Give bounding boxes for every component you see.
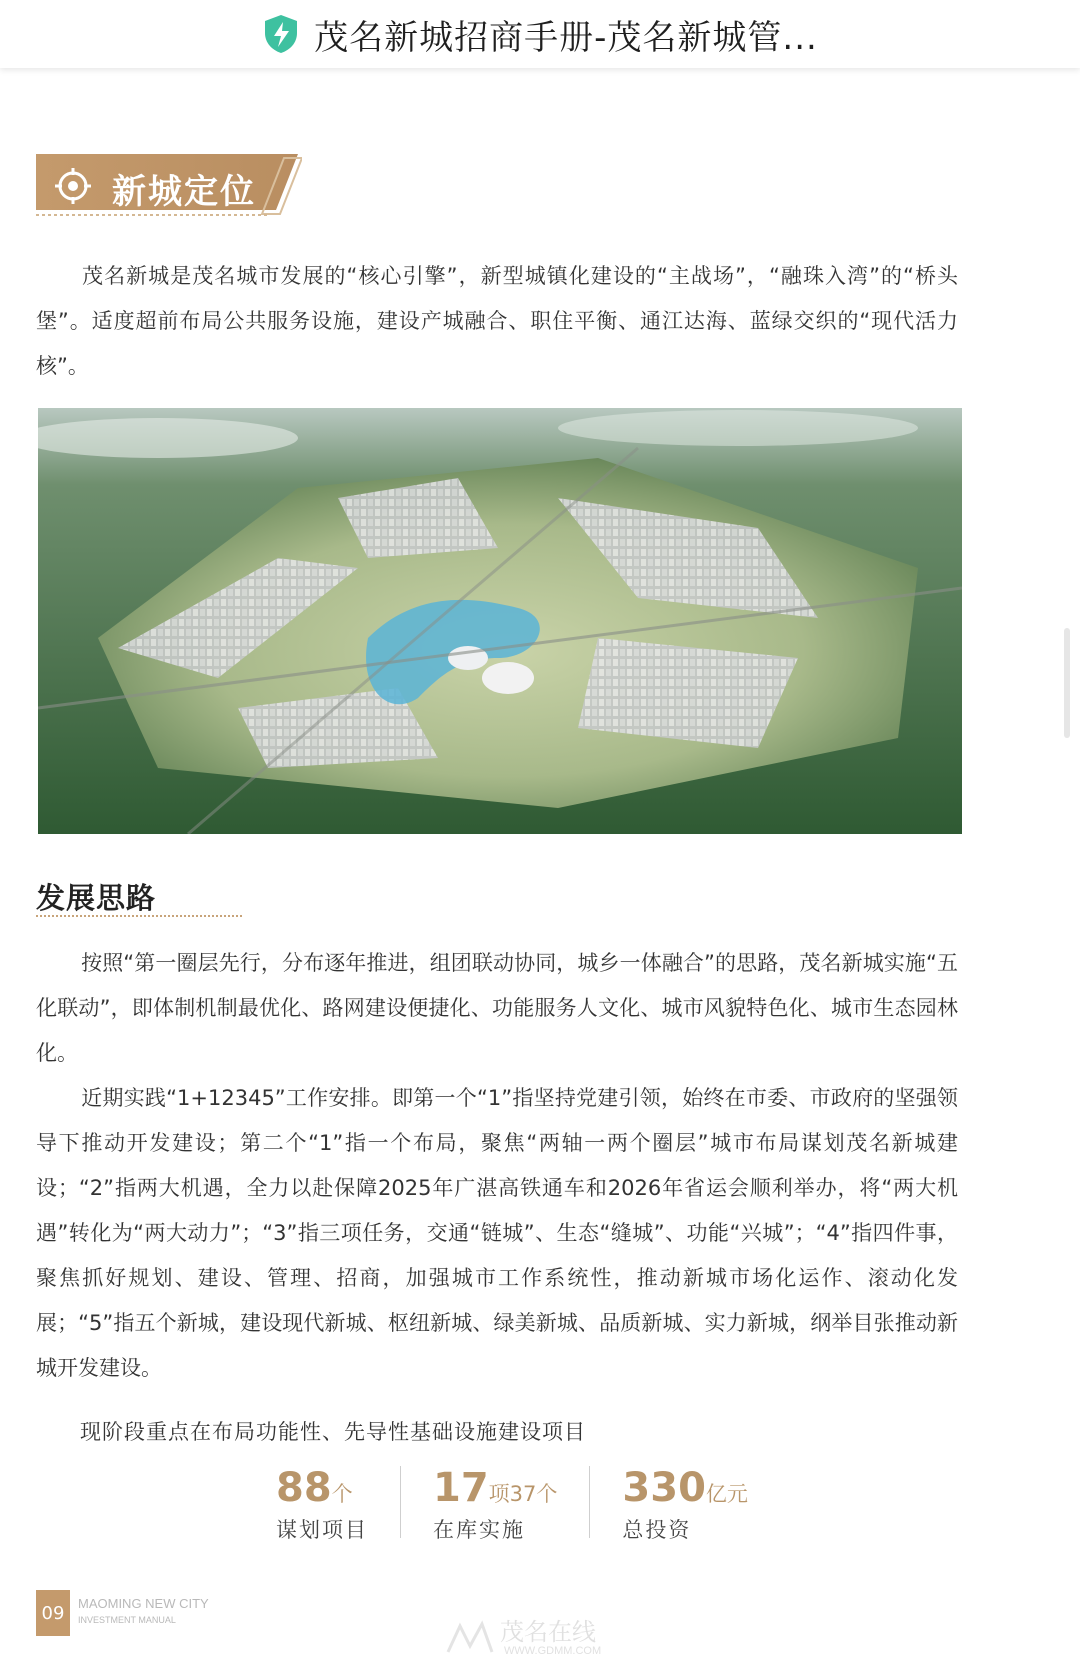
shield-lightning-icon bbox=[262, 13, 300, 55]
development-paragraph-1 bbox=[36, 941, 958, 1076]
aerial-city-rendering bbox=[38, 408, 962, 834]
site-watermark bbox=[440, 1616, 650, 1658]
section-banner-positioning bbox=[36, 154, 302, 216]
top-title-bar bbox=[0, 0, 1080, 68]
stat-caption: 在库实施 bbox=[433, 1518, 525, 1542]
stat-unit: 项37个 bbox=[488, 1482, 558, 1506]
stat-caption: 总投资 bbox=[622, 1518, 692, 1542]
target-icon bbox=[54, 167, 92, 205]
watermark-text: 茂名在线 bbox=[500, 1618, 596, 1646]
focus-statement: 现阶段重点在布局功能性、先导性基础设施建设项目 bbox=[80, 1420, 586, 1444]
section-heading-development: 发展思路 bbox=[36, 881, 157, 915]
positioning-text: 茂名新城是茂名城市发展的“核心引擎”，新型城镇化建设的“主战场”，“融珠入湾”的“桥头堡”。适度超前布局公共服务设施，建设产城融合、职住平衡、通江达海、蓝绿交织的“现代活力核”。 bbox=[36, 264, 958, 378]
footer-line-2: INVESTMENT MANUAL bbox=[78, 1615, 176, 1625]
watermark-url: WWW.GDMM.COM bbox=[504, 1645, 602, 1657]
footer-manual-title bbox=[78, 1596, 209, 1628]
stat-unit: 个 bbox=[331, 1482, 353, 1506]
stat-number: 330 bbox=[622, 1465, 706, 1511]
heading-underline bbox=[36, 915, 242, 917]
stat-number: 17 bbox=[433, 1465, 489, 1511]
page-number-badge: 09 bbox=[36, 1590, 70, 1636]
page-title: 茂名新城招商手册-茂名新城管... bbox=[314, 17, 818, 58]
development-paragraph-2 bbox=[36, 1076, 958, 1391]
stat-unit: 亿元 bbox=[705, 1482, 748, 1506]
stat-planned-projects bbox=[276, 1465, 400, 1542]
stats-row bbox=[276, 1465, 780, 1542]
scrollbar-thumb[interactable] bbox=[1064, 628, 1070, 738]
stat-number: 88 bbox=[276, 1465, 332, 1511]
stat-in-progress bbox=[400, 1465, 589, 1542]
watermark-logo-icon bbox=[448, 1624, 492, 1652]
development-text-1: 按照“第一圈层先行，分布逐年推进，组团联动协同，城乡一体融合”的思路，茂名新城实施“五化联动”，即体制机制最优化、路网建设便捷化、功能服务人文化、城市风貌特色化、城市生态园林化。 bbox=[36, 951, 958, 1065]
banner-label: 新城定位 bbox=[112, 172, 256, 212]
stat-total-investment bbox=[589, 1465, 780, 1542]
stat-caption: 谋划项目 bbox=[276, 1518, 368, 1542]
positioning-paragraph bbox=[36, 254, 958, 389]
development-text-2: 近期实践“1+12345”工作安排。即第一个“1”指坚持党建引领，始终在市委、市政府的坚强领导下推动开发建设；第二个“1”指一个布局，聚焦“两轴一两个圈层”城市布局谋划茂名新城建设；“2”指两大机遇，全力以赴保障2025年广湛高铁通车和2026年省运会顺利举办，将“两大机遇”转化为“两大动力”；“3”指三项任务，交通“链城”、生态“缝城”、功能“兴城”；“4”指四件事，聚焦抓好规划、建设、管理、招商，加强城市工作系统性，推动新城市场化运作、滚动化发展；“5”指五个新城，建设现代新城、枢纽新城、绿美新城、品质新城、实力新城，纲举目张推动新城开发建设。 bbox=[36, 1086, 958, 1380]
footer-line-1: MAOMING NEW CITY bbox=[78, 1596, 209, 1611]
